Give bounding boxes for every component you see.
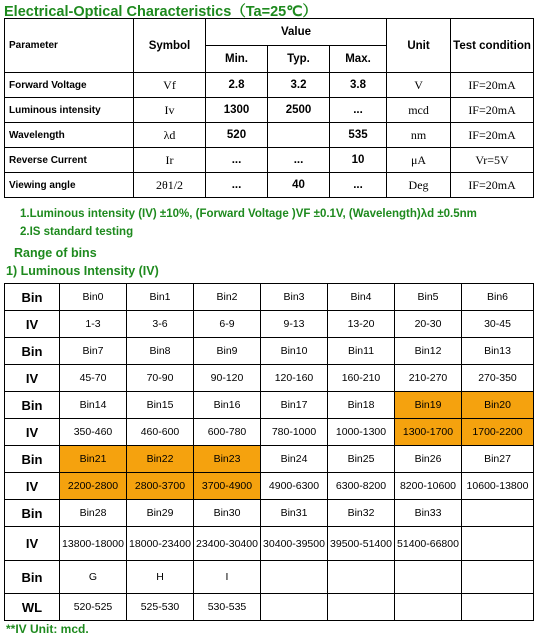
bins-cell: 460-600: [127, 419, 194, 446]
spec-unit-cell: μA: [387, 148, 451, 173]
note-standard: 2.IS standard testing: [20, 226, 134, 238]
bins-cell: 210-270: [395, 365, 462, 392]
bins-cell: H: [127, 561, 194, 594]
bins-row: [5, 561, 534, 594]
bins-row-label: Bin: [5, 500, 60, 527]
header-test-condition: Test condition: [451, 19, 534, 73]
bins-cell: 1-3: [60, 311, 127, 338]
bins-row-label: Bin: [5, 338, 60, 365]
bins-row: [5, 338, 534, 365]
bins-cell: Bin3: [261, 284, 328, 311]
spec-param-cell: Wavelength: [5, 123, 134, 148]
bins-cell: [462, 527, 534, 561]
bins-cell: [395, 561, 462, 594]
header-max: Max.: [330, 46, 387, 73]
bins-row: [5, 500, 534, 527]
electrical-optical-table: [4, 18, 534, 198]
bins-cell: 2200-2800: [60, 473, 127, 500]
bins-cell: Bin28: [60, 500, 127, 527]
spec-test-cell: Vr=5V: [451, 148, 534, 173]
bins-cell: 3-6: [127, 311, 194, 338]
bins-cell: Bin24: [261, 446, 328, 473]
bins-cell: Bin32: [328, 500, 395, 527]
bins-cell: 13-20: [328, 311, 395, 338]
bins-row: [5, 419, 534, 446]
bins-cell: Bin17: [261, 392, 328, 419]
page-title: Electrical-Optical Characteristics（Ta=25℃）: [4, 4, 317, 20]
bins-cell: Bin31: [261, 500, 328, 527]
header-parameter: Parameter: [5, 19, 134, 73]
bins-cell: Bin7: [60, 338, 127, 365]
bins-row-label: Bin: [5, 561, 60, 594]
bins-cell: [328, 561, 395, 594]
spec-test-cell: IF=20mA: [451, 98, 534, 123]
bins-cell: 70-90: [127, 365, 194, 392]
bins-cell: Bin9: [194, 338, 261, 365]
bins-row: [5, 284, 534, 311]
bins-row-label: IV: [5, 473, 60, 500]
header-value: Value: [206, 19, 387, 46]
bins-cell: 520-525: [60, 594, 127, 621]
header-min: Min.: [206, 46, 268, 73]
bins-row: [5, 365, 534, 392]
bins-cell: Bin29: [127, 500, 194, 527]
bins-cell: 1300-1700: [395, 419, 462, 446]
spec-symbol-cell: 2θ1/2: [134, 173, 206, 198]
bins-cell: [261, 561, 328, 594]
spec-max-cell: ...: [330, 98, 387, 123]
bins-cell: 6-9: [194, 311, 261, 338]
bins-cell: 18000-23400: [127, 527, 194, 561]
spec-row: [5, 148, 534, 173]
spec-param-cell: Forward Voltage: [5, 73, 134, 98]
bins-row: [5, 527, 534, 561]
bins-cell: Bin11: [328, 338, 395, 365]
spec-max-cell: 3.8: [330, 73, 387, 98]
spec-typ-cell: 3.2: [268, 73, 330, 98]
bins-cell: 10600-13800: [462, 473, 534, 500]
bins-cell: Bin0: [60, 284, 127, 311]
bins-cell: Bin26: [395, 446, 462, 473]
bins-cell: [328, 594, 395, 621]
bins-cell: 23400-30400: [194, 527, 261, 561]
spec-row: [5, 173, 534, 198]
bins-cell: Bin4: [328, 284, 395, 311]
bins-cell: Bin2: [194, 284, 261, 311]
bins-cell: [462, 500, 534, 527]
bins-cell: G: [60, 561, 127, 594]
bins-row-label: IV: [5, 365, 60, 392]
bins-cell: Bin16: [194, 392, 261, 419]
spec-min-cell: ...: [206, 148, 268, 173]
spec-max-cell: 535: [330, 123, 387, 148]
bins-cell: 600-780: [194, 419, 261, 446]
spec-param-cell: Luminous intensity: [5, 98, 134, 123]
bins-cell: 6300-8200: [328, 473, 395, 500]
bins-cell: 525-530: [127, 594, 194, 621]
spec-symbol-cell: Vf: [134, 73, 206, 98]
spec-typ-cell: [268, 123, 330, 148]
spec-test-cell: IF=20mA: [451, 123, 534, 148]
bins-row-label: Bin: [5, 446, 60, 473]
spec-min-cell: 520: [206, 123, 268, 148]
spec-test-cell: IF=20mA: [451, 73, 534, 98]
bins-cell: Bin25: [328, 446, 395, 473]
spec-param-cell: Reverse Current: [5, 148, 134, 173]
bins-cell: Bin18: [328, 392, 395, 419]
spec-typ-cell: 40: [268, 173, 330, 198]
bins-cell: 90-120: [194, 365, 261, 392]
spec-symbol-cell: Iv: [134, 98, 206, 123]
bins-cell: 9-13: [261, 311, 328, 338]
bins-cell: [395, 594, 462, 621]
spec-symbol-cell: λd: [134, 123, 206, 148]
bins-cell: Bin15: [127, 392, 194, 419]
bins-cell: 30-45: [462, 311, 534, 338]
bins-cell: 51400-66800: [395, 527, 462, 561]
bins-table: [4, 283, 534, 621]
bins-row: [5, 311, 534, 338]
bins-cell: 8200-10600: [395, 473, 462, 500]
bins-row-label: IV: [5, 527, 60, 561]
bins-cell: 270-350: [462, 365, 534, 392]
bins-cell: Bin22: [127, 446, 194, 473]
bins-row: [5, 473, 534, 500]
bins-cell: Bin10: [261, 338, 328, 365]
spec-typ-cell: 2500: [268, 98, 330, 123]
bins-cell: 20-30: [395, 311, 462, 338]
note-tolerance: 1.Luminous intensity (IV) ±10%, (Forward Voltage )VF ±0.1V, (Wavelength)λd ±0.5nm: [20, 208, 477, 220]
spec-param-cell: Viewing angle: [5, 173, 134, 198]
spec-row: [5, 98, 534, 123]
bins-cell: [462, 594, 534, 621]
bins-row-label: Bin: [5, 392, 60, 419]
range-of-bins-heading: Range of bins: [14, 246, 97, 260]
bins-cell: Bin20: [462, 392, 534, 419]
bins-cell: Bin6: [462, 284, 534, 311]
bins-row-label: IV: [5, 311, 60, 338]
bins-cell: [462, 561, 534, 594]
bins-row: [5, 446, 534, 473]
bins-cell: Bin5: [395, 284, 462, 311]
spec-min-cell: 1300: [206, 98, 268, 123]
bins-cell: 13800-18000: [60, 527, 127, 561]
bins-row: [5, 392, 534, 419]
bins-cell: Bin23: [194, 446, 261, 473]
spec-min-cell: ...: [206, 173, 268, 198]
bins-row: [5, 594, 534, 621]
bins-cell: 4900-6300: [261, 473, 328, 500]
spec-symbol-cell: Ir: [134, 148, 206, 173]
bins-cell: Bin1: [127, 284, 194, 311]
bins-cell: 350-460: [60, 419, 127, 446]
bins-cell: I: [194, 561, 261, 594]
bins-cell: Bin14: [60, 392, 127, 419]
bins-cell: 1000-1300: [328, 419, 395, 446]
bins-cell: Bin19: [395, 392, 462, 419]
bins-cell: Bin27: [462, 446, 534, 473]
bins-cell: 1700-2200: [462, 419, 534, 446]
header-symbol: Symbol: [134, 19, 206, 73]
bins-cell: 45-70: [60, 365, 127, 392]
spec-max-cell: ...: [330, 173, 387, 198]
spec-typ-cell: ...: [268, 148, 330, 173]
bins-cell: 39500-51400: [328, 527, 395, 561]
spec-unit-cell: nm: [387, 123, 451, 148]
bins-cell: 30400-39500: [261, 527, 328, 561]
bins-cell: 2800-3700: [127, 473, 194, 500]
bins-row-label: IV: [5, 419, 60, 446]
bins-cell: Bin21: [60, 446, 127, 473]
bins-row-label: Bin: [5, 284, 60, 311]
bins-cell: 530-535: [194, 594, 261, 621]
bins-row-label: WL: [5, 594, 60, 621]
spec-row: [5, 123, 534, 148]
spec-max-cell: 10: [330, 148, 387, 173]
spec-unit-cell: V: [387, 73, 451, 98]
header-unit: Unit: [387, 19, 451, 73]
bins-cell: Bin30: [194, 500, 261, 527]
bins-cell: Bin12: [395, 338, 462, 365]
spec-test-cell: IF=20mA: [451, 173, 534, 198]
bins-cell: Bin33: [395, 500, 462, 527]
bins-cell: 780-1000: [261, 419, 328, 446]
bins-cell: 3700-4900: [194, 473, 261, 500]
spec-min-cell: 2.8: [206, 73, 268, 98]
spec-unit-cell: Deg: [387, 173, 451, 198]
header-typ: Typ.: [268, 46, 330, 73]
bins-cell: [261, 594, 328, 621]
bins-cell: 120-160: [261, 365, 328, 392]
bins-cell: 160-210: [328, 365, 395, 392]
footnote: **IV Unit: mcd.: [6, 622, 89, 636]
spec-row: [5, 73, 534, 98]
luminous-intensity-heading: 1) Luminous Intensity (IV): [6, 264, 159, 278]
bins-cell: Bin8: [127, 338, 194, 365]
bins-cell: Bin13: [462, 338, 534, 365]
spec-unit-cell: mcd: [387, 98, 451, 123]
